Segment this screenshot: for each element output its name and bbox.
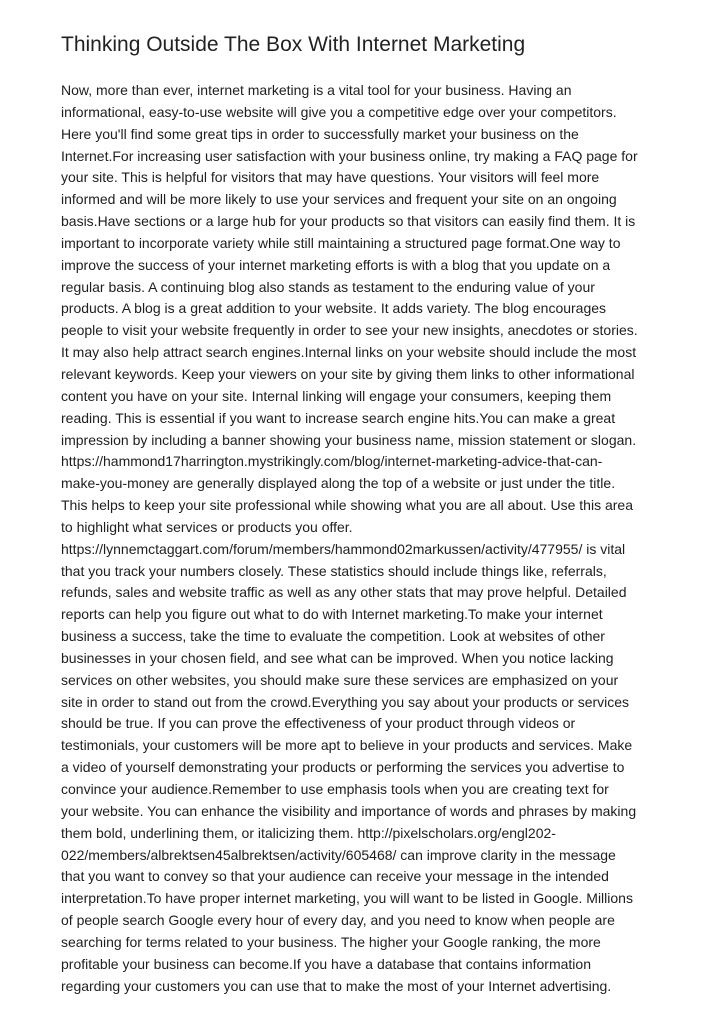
body-text-line: basis.Have sections or a large hub for your products so that visitors can easily find them. It is xyxy=(61,213,636,230)
body-text-line: reading. This is essential if you want to increase search engine hits.You can make a great xyxy=(61,409,616,426)
body-text-line: important to incorporate variety while still maintaining a structured page format.One way to xyxy=(61,234,621,251)
body-text-line: them bold, underlining them, or italicizing them. http://pixelscholars.org/engl202- xyxy=(61,824,556,841)
body-text-line: content you have on your site. Internal linking will engage your consumers, keeping them xyxy=(61,387,612,404)
body-text-line: https://hammond17harrington.mystrikingly.com/blog/internet-marketing-advice-that-can- xyxy=(61,453,603,470)
body-text-line: relevant keywords. Keep your viewers on your site by giving them links to other informational xyxy=(61,365,635,382)
body-text-line: businesses in your chosen field, and see what can be improved. When you notice lacking xyxy=(61,649,614,666)
body-text-line: improve the success of your internet marketing efforts is with a blog that you update on a xyxy=(61,256,611,273)
body-text-line: products. A blog is a great addition to your website. It adds variety. The blog encourages xyxy=(61,300,607,317)
body-text-line: your website. You can enhance the visibility and importance of words and phrases by making xyxy=(61,802,637,819)
body-text-line: services on other websites, you should make sure these services are emphasized on your xyxy=(61,671,619,688)
body-text-line: testimonials, your customers will be more apt to believe in your products and services. Make xyxy=(61,737,633,754)
body-text-line: business a success, take the time to evaluate the competition. Look at websites of other xyxy=(61,628,605,645)
body-text-line: It may also help attract search engines.Internal links on your website should include the most xyxy=(61,344,637,361)
body-text-line: Now, more than ever, internet marketing is a vital tool for your business. Having an xyxy=(61,82,572,98)
body-text-line: reports can help you figure out what to do with Internet marketing.To make your internet xyxy=(61,606,603,623)
document-title: Thinking Outside The Box With Internet Marketing xyxy=(61,33,526,56)
body-text-line: your site. This is helpful for visitors that may have questions. Your visitors will feel more xyxy=(61,169,600,186)
body-text-line: Internet.For increasing user satisfaction with your business online, try making a FAQ page for xyxy=(61,147,638,164)
body-text-line: site in order to stand out from the crowd.Everything you say about your products or services xyxy=(61,693,630,710)
body-text-line: Here you'll find some great tips in order to successfully market your business on the xyxy=(61,125,579,142)
body-text-line: profitable your business can become.If you have a database that contains information xyxy=(61,955,591,972)
body-text-line: interpretation.To have proper internet marketing, you will want to be listed in Google. Millions xyxy=(61,890,633,907)
body-text-line: regular basis. A continuing blog also stands as testament to the enduring value of your xyxy=(61,278,595,295)
body-text-line: that you want to convey so that your audience can receive your message in the intended xyxy=(61,868,609,885)
body-text-line: refunds, sales and website traffic as well as any other stats that may prove helpful. Detailed xyxy=(61,584,627,601)
body-text-line: that you track your numbers closely. These statistics should include things like, referrals, xyxy=(61,562,607,579)
body-text-line: convince your audience.Remember to use emphasis tools when you are creating text for xyxy=(61,781,609,797)
body-text-line: should be true. If you can prove the effectiveness of your product through videos or xyxy=(61,715,576,732)
body-text-line: of people search Google every hour of every day, and you need to know when people are xyxy=(61,912,615,929)
body-text-line: informed and will be more likely to use your services and frequent your site on an ongoing xyxy=(61,191,617,208)
article-body xyxy=(61,80,671,997)
body-text-line: to highlight what services or products you offer. xyxy=(61,518,353,535)
body-text-line: 022/members/albrektsen45albrektsen/activity/605468/ can improve clarity in the message xyxy=(61,846,616,863)
body-text-line: searching for terms related to your business. The higher your Google ranking, the more xyxy=(61,933,601,950)
body-text-line: regarding your customers you can use that to make the most of your Internet advertising. xyxy=(61,977,612,994)
body-text-line: people to visit your website frequently in order to see your new insights, anecdotes or stories. xyxy=(61,322,638,339)
body-text-line: make-you-money are generally displayed along the top of a website or just under the title. xyxy=(61,475,616,492)
body-text-line: https://lynnemctaggart.com/forum/members/hammond02markussen/activity/477955/ is vital xyxy=(61,540,626,557)
body-text-line: a video of yourself demonstrating your products or performing the services you advertise to xyxy=(61,759,625,776)
body-text-line: This helps to keep your site professional while showing what you are all about. Use this area xyxy=(61,497,633,514)
body-text-line: informational, easy-to-use website will give you a competitive edge over your competitors. xyxy=(61,103,617,120)
body-text-line: impression by including a banner showing your business name, mission statement or slogan. xyxy=(61,431,637,448)
